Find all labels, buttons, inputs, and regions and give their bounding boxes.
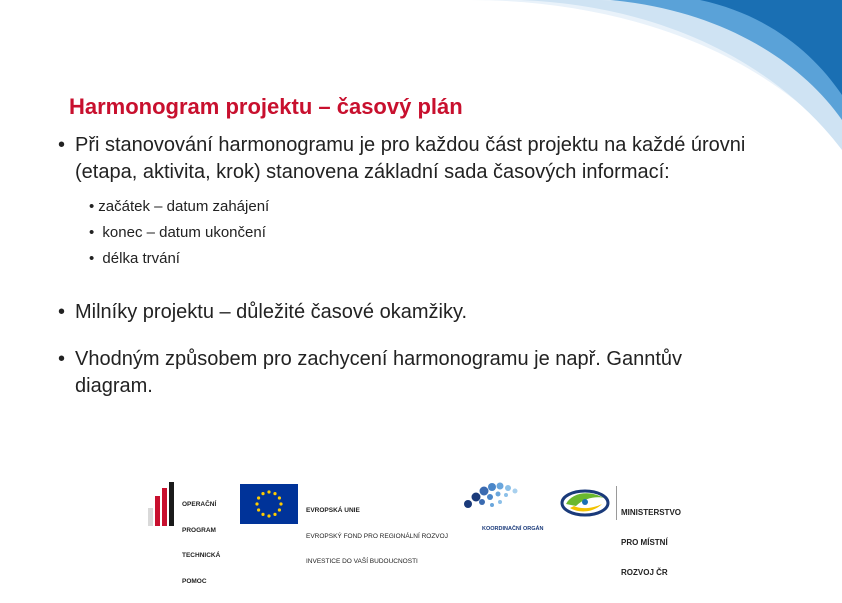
eu-logo-text (306, 490, 448, 584)
sub-bullet-dot: • (89, 198, 95, 215)
logo-strip (140, 478, 710, 585)
bullet-text: Milníky projektu – důležité časové okamžiky. (75, 301, 468, 323)
sub-bullet-item (89, 246, 758, 272)
sub-bullet-text: délka trvání (102, 250, 180, 267)
op-tp-logo-bars-icon (146, 482, 176, 526)
mmr-logo-divider (616, 486, 617, 520)
mmr-line: PRO MÍSTNÍ (621, 538, 668, 547)
op-tp-line: TECHNICKÁ (182, 552, 221, 559)
bullet-text: Při stanovování harmonogramu je pro každou část projektu na každé úrovni (etapa, aktivita, krok) stanovena základní sada časových informací: (75, 134, 746, 183)
ko-logo-dots-icon (462, 480, 532, 514)
op-tp-line: PROGRAM (182, 526, 216, 534)
mmr-line: MINISTERSTVO (621, 508, 682, 517)
sub-bullet-dot: • (89, 224, 99, 241)
slide-title: Harmonogram projektu – časový plán (69, 94, 463, 119)
eu-flag-icon (240, 484, 298, 524)
sub-bullet-text: začátek – datum zahájení (98, 198, 270, 215)
op-tp-logo-text (182, 484, 220, 603)
eu-line: EVROPSKÁ UNIE (306, 507, 360, 514)
ko-line: KOORDINAČNÍ ORGÁN (482, 526, 544, 532)
mmr-logo-text (621, 488, 681, 598)
mmr-logo-icon (560, 488, 610, 518)
eu-line: INVESTICE DO VAŠÍ BUDOUCNOSTI (306, 558, 418, 565)
op-tp-line: POMOC (182, 577, 207, 585)
ko-logo-text (482, 512, 543, 561)
op-tp-line: OPERAČNÍ (182, 501, 217, 508)
sub-bullet-list (89, 194, 758, 272)
sub-bullet-dot: • (89, 250, 99, 267)
bullet-item (58, 132, 758, 272)
bullet-text: Vhodným způsobem pro zachycení harmonogramu je např. Ganntův diagram. (75, 348, 683, 397)
sub-bullet-item (89, 194, 758, 220)
bullet-item (58, 299, 758, 326)
sub-bullet-text: konec – datum ukončení (102, 224, 266, 241)
bullet-item (58, 346, 758, 400)
mmr-line: ROZVOJ ČR (621, 568, 668, 577)
sub-bullet-item (89, 220, 758, 246)
eu-line: EVROPSKÝ FOND PRO REGIONÁLNÍ ROZVOJ (306, 532, 448, 540)
bullet-list (58, 132, 758, 400)
